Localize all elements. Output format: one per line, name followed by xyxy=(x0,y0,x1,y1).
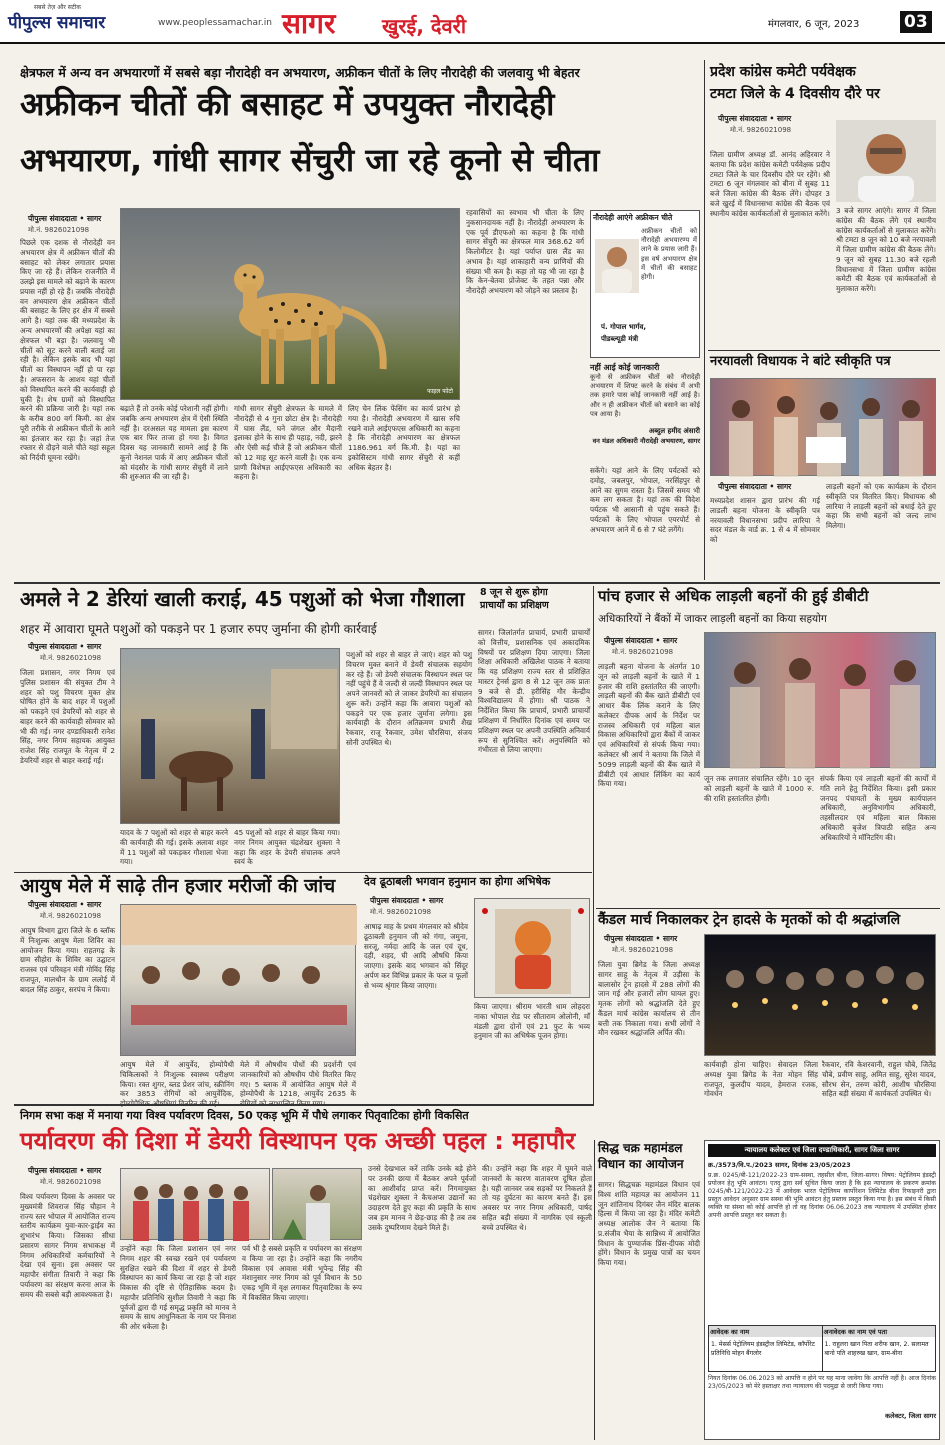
pracharya-head-2: प्राचार्यों का प्रशिक्षण xyxy=(480,600,549,611)
amle-subheadline: शहर में आवारा घूमते पशुओं को पकड़ने पर 1 हजार रुपए जुर्माना की होगी कार्रवाई xyxy=(20,622,377,636)
paryavaran-mobile: मो.नं. 9826021098 xyxy=(40,1178,102,1186)
lead-body-1: पिछले एक दशक से नौरादेही वन अभयारण क्षेत्र में अफ्रीकन चीतों की बसाहट को लेकर लगातार प्रयास किए जा रहे हैं। लेकिन राजनीति में उलझे इस मामले को बढ़ाने के कारण प्रयास नहीं हो रहे हैं। जबकि नौरादेही वन अभयारण क्षेत्र अफ्रीकन चीतों की बसाहट के लिए हर क्षेत्र में सबसे आगे है। यहां तक की मध्यप्रदेश के अन्य अभयारणों की अपेक्षा यहां का क्षेत्रफल भी बड़ा है। जलवायु भी चीतों को सूट करने वाली बताई जा रही है। लेकिन इसके बाद भी यहां चीतों का विस्थापन नहीं हो पा रहा है। अफसरान के आशय यहां चीतों को विस्थापित करने की कार्यवाही हो चुकी है। शेष ग्रामों को विस्थापित करने की प्रक्रिया जारी है। यहां तक के करीब 800 वर्ग किमी. का क्षेत्र पूरी तरीके से अफ्रीकन चीतों के आने का इंतजार कर रहा है। जहां तेज रफ्तार से दौड़ने वाले चीते यहां सहूल को निर्दयी घूमना रखेंगे। xyxy=(20,238,115,463)
paryavaran-photo-1 xyxy=(120,1168,270,1240)
brand-logo: सबसे तेज़ और सटीक पीपुल्स समाचार xyxy=(8,4,106,33)
hanuman-mobile: मो.नं. 9826021098 xyxy=(370,908,432,916)
narya-body-1: मध्यप्रदेश शासन द्वारा प्रारंभ की गई लाडली बहना योजना के स्वीकृति पत्र नरयावली विधानसभा प्रदीप लारिया ने सदर मंडल के वार्ड क्र. 1 से 4 में सोमवार को xyxy=(710,496,820,545)
amle-byline: पीपुल्स संवाददाता • सागर xyxy=(28,642,102,651)
lead-mobile: मो.नं. 9826021098 xyxy=(28,226,90,234)
paryavaran-body-4: उनसे देखभाल करें ताकि उनके बड़े होने पर उनकी छाया में बैठकर अपने पूर्वजों का आशीर्वाद प्राप्त करें। निगमायुक्त चंद्रशेखर शुक्ला ने कैचअप्स उद्यानों का उदाहरण देते हुए कहा की प्रकृति के साथ जब हम मानव ने छेड़-छाड़ की है तब तब उसके दुष्परिणाम देखने मिले हैं। xyxy=(368,1164,476,1232)
quote-ansari-head: नहीं आई कोई जानकारी xyxy=(590,363,660,372)
siddha-head-2: विधान का आयोजन xyxy=(598,1157,684,1171)
ayush-mobile: मो.नं. 9826021098 xyxy=(40,912,102,920)
pracharya-body: सागर। जिलांतर्गत प्राचार्य, प्रभारी प्राचार्यों को वित्तीय, प्रशासनिक एवं अकादमिक विषयों पर प्रशिक्षण दिया जाएगा। जिला शिक्षा अधिकारी अखिलेश पाठक ने बताया कि यह प्रशिक्षण राज्य स्तर से प्रशिक्षित मास्टर ट्रेनर्स द्वारा 8 से 12 जून तक प्रातः 9 बजे से डी. हरीसिंह गौर केन्द्रीय विश्वविद्यालय में होगा। श्री पाठक ने निर्देशित किया कि प्राचार्य, प्रभारी प्राचार्यों प्रशिक्षण में निर्धारित दिनांक एवं समय पर प्रशिक्षण स्थल पर अपनी उपस्थिति अनिवार्य रूप से सुनिश्चित करें। अनुपस्थिति को गंभीरता से लिया जाएगा। xyxy=(478,628,590,755)
congress-byline: पीपुल्स संवाददाता • सागर xyxy=(718,114,792,123)
lead-body-5: रहवासियों का स्वभाव भी चीता के लिए नुकसानदायक नहीं है। नौरादेही अभयारण के एक पूर्व डीएफओ का कहना है कि गांधी सागर सेंचुरी का क्षेत्रफल मात्र 368.62 वर्ग किलोमीटर है। यहां पर्याप्त ग्रास लैंड का अभाव है। यहां शाकाहारी वन्य प्राणियों की संख्या भी कम है। कहा तो यह भी जा रहा है कि केन-बेतवा प्रोजेक्ट के तहत पन्ना और नौरादेही अभयारण को जोड़ने का प्रस्ताव है। xyxy=(466,208,584,296)
amle-body-3: 45 पशुओं को शहर से बाहर किया गया। नगर निगम आयुक्त चंद्रशेखर शुक्ला ने कहा कि शहर के डेयरी संचालक अपने स्वयं के xyxy=(234,828,340,867)
quote-bhargav-head: नौरादेही आएंगे अफ्रीकन चीते xyxy=(593,213,673,222)
ayush-photo xyxy=(120,904,356,1056)
paryavaran-body-5: की। उन्होंने कहा कि शहर में घूमने वाले जानवरों के कारण वातावरण दूषित होता है। यही जानवर जब सड़कों पर निकलते हैं तो यह दुर्घटना का कारण बनते हैं। इस अवसर पर नगर निगम अधिकारी, पार्षद सहित बड़ी संख्या में नागरिक एवं स्कूली बच्चे उपस्थित थे। xyxy=(482,1164,592,1232)
paryavaran-photo-2 xyxy=(272,1168,362,1240)
court-th-2: अनावेदक का नाम एवं पता xyxy=(823,1326,936,1337)
court-text: प्र.क्र. 0245/बी-121/2022-23 ग्राम-सस्था, तहसील बीना, जिला-सागर। विषय: पेट्रोलियम इंडस्ट्री प्रयोजन हेतु भूमि आवंटन। एतद् द्वारा सर्व सूचित किया जाता है कि इस न्यायालय के प्रकरण क्रमांक 0245/बी-121/2022-23 में आवेदक भारत पेट्रोलियम कार्पोरेशन लिमिटेड बीना रिफाइनरी द्वारा प्रस्तुत आवेदन अनुसार ग्राम सस्था की भूमि आवंटन हेतु प्रस्ताव प्रस्तुत किया गया है। इस संबंध में किसी व्यक्ति या संस्था को कोई आपत्ति हो तो वह दिनांक 06.06.2023 तक न्यायालय में उपस्थित होकर अपनी आपत्ति प्रस्तुत कर सकता है। xyxy=(708,1172,936,1220)
pracharya-head-1: 8 जून से शुरू होगा xyxy=(480,587,548,598)
narya-photo xyxy=(710,378,936,476)
bhargav-avatar xyxy=(595,239,639,293)
hanuman-byline: पीपुल्स संवाददाता • सागर xyxy=(370,896,444,905)
lead-body-4: लिए चेन लिंक फेंसिंग का कार्य प्रारंभ हो गया है। नौरादेही अभयारण में खास रुचि रखने वाले आईएफएस अधिकारी का कहना है कि नौरादेही अभयारण का क्षेत्रफल 1186.961 वर्ग कि.मी. है। यहां का इकोसिस्टम गांधी सागर सेंचुरी से कहीं अधिक बेहतर है। xyxy=(348,404,460,472)
ladli-body-2: जून तक लगातार संचालित रहेंगे। 10 जून को लाड़ली बहनों के खाते में 1000 रु. की राशि हस्तांतरित होगी। xyxy=(704,774,814,803)
candle-body-1: जिला युवा ब्रिगेड के जिला अध्यक्ष सागर साहू के नेतृत्व में उड़ीसा के बालासोर ट्रेन हादसे में 288 लोगों की जान गई और हजारों लोग घायल हुए। मृतक लोगों को श्रद्धांजलि देते हुए कैंडल मार्च कांग्रेस कार्यालय से तीन बत्ती तक निकाला गया। सभी लोगों ने मौन रखकर श्रद्धांजलि अर्पित की। xyxy=(598,960,700,1038)
congress-body-2: 3 बजे सागर आएंगे। सागर में जिला कांग्रेस की बैठक लेंगे एवं स्थानीय कांग्रेस कार्यकर्ताओं से मुलाकात करेंगे। श्री टमटा 8 जून को 10 बजे नरयावली में जिला ग्रामीण कांग्रेस की बैठक लेंगे। 9 जून को सुबह 11.30 बजे रहली विधानसभा में जिला ग्रामीण कांग्रेस कमेटी की बैठक एवं कार्यकर्ताओं से मुलाकात करेंगे। xyxy=(836,206,936,294)
court-table xyxy=(708,1325,936,1372)
hanuman-headline: देव ढूठाबली भगवान हनुमान का होगा अभिषेक xyxy=(364,875,551,888)
lead-body-2: बढ़ाते हैं तो उनके कोई परेशानी नहीं होगी। जबकि अन्य अभयारण क्षेत्र में ऐसी स्थिति नहीं है। दरअसल यह मामला इस कारण एक बार फिर ताजा हो गया है। विगत दिवस यह जानकारी सामने आई है कि कूनो नेशनल पार्क में आए अफ्रीकन चीतों को मंदसौर के गांधी सागर सेंचुरी में लाने की शुरुआत की जा रही है। xyxy=(120,404,228,482)
narya-body-2: लाड़ली बहनों को एक कार्यक्रम के दौरान स्वीकृति पत्र वितरित किए। विधायक श्री लारिया ने लाड़ली बहनों को बधाई देते हुए कहा कि सभी बहनों को जल्द लाभ मिलेगा। xyxy=(826,482,936,531)
amle-body-4: पशुओं को शहर से बाहर ले जाएं। शहर को पशु विचरण मुक्त बनाने में डेयरी संचालक सहयोग कर रहे हैं। जो डेयरी संचालक विस्थापन स्थल पर नहीं पहुंचे हैं वे जल्दी से जल्दी विस्थापन स्थल पर अपने जानवरों को ले जाकर डेयरियों का संचालन शुरू करें। उन्होंने कहा कि आवारा पशुओं को पकड़ने पर एक हजार जुर्माना लगेगा। इस कार्यवाही के दौरान अतिक्रमण प्रभारी शैख रैकवार, राजू रैकवार, उमेश चौरसिया, संजय सोनी उपस्थित थे। xyxy=(346,650,472,748)
lead-kicker: क्षेत्रफल में अन्य वन अभयारणों में सबसे बड़ा नौरादेही वन अभयारण, अफ्रीकन चीतों के लिए नौरादेही की जलवायु भी बेहतर xyxy=(20,65,580,80)
court-footer: नियत दिनांक 06.06.2023 को आपत्ति न होने पर यह माना जावेगा कि आपत्ति नहीं है। आज दिनांक 23/05/2023 को मेरे हस्ताक्षर तथा न्यायालय की पदमुद्रा से जारी किया गया। xyxy=(708,1375,936,1391)
amle-mobile: मो.नं. 9826021098 xyxy=(40,654,102,662)
siddha-body: सागर। सिद्धचक्र महामंडल विधान एवं विश्व शांति महायज्ञ का आयोजन 11 जून शांतिनाथ दिगंबर जैन मंदिर बालक हिल्स में किया जा रहा है। मंदिर कमेटी अध्यक्ष आलोक जैन ने बताया कि प्र.संजीव भैया के सान्निध्य में आयोजित विधान के पुण्यार्जक प्रिंस-दीपक मोदी होंगे। विधान के प्रमुख पात्रों का चयन किया गया। xyxy=(598,1180,700,1268)
ladli-subheadline: अधिकारियों ने बैंकों में जाकर लाड़ली बहनों का किया सहयोग xyxy=(598,613,827,625)
ayush-body-3: मेले में औषधीय पौधों की प्रदर्शनी एवं जानकारियों को औषधीय पौधे वितरित किए गए। 5 ब्लाक में आयोजित आयुष मेले में होम्योपैथी के 1218, आयुर्वेद 2635 के xyxy=(240,1060,356,1099)
amle-headline: अमले ने 2 डेरियां खाली कराई, 45 पशुओं को भेजा गौशाला xyxy=(20,587,465,611)
narya-byline: पीपुल्स संवाददाता • सागर xyxy=(718,482,792,491)
candle-headline: कैंडल मार्च निकालकर ट्रेन हादसे के मृतकों को दी श्रद्धांजलि xyxy=(598,912,901,928)
ladli-byline: पीपुल्स संवाददाता • सागर xyxy=(604,636,678,645)
quote-ansari-role: वन मंडल अधिकारी नौरादेही अभयारण, सागर xyxy=(592,437,700,445)
photo-credit: फाइल फोटो xyxy=(427,388,453,395)
paryavaran-body-2: उन्होंने कहा कि जिला प्रशासन एवं नगर निगम शहर की स्वच्छ रखने एवं पर्यावरण सुरक्षित रखने की दिशा में शहर से डेयरी विस्थापन का कार्य किया जा रहा है जो शहर विकास की दृष्टि से ऐतिहासिक कदम है। महापौर प्रतिनिधि सुशील तिवारी ने कहा कि पूर्वजों द्वारा दी गई समृद्ध प्रकृति को मानव ने समय के साथ आधुनिकता के नाम पर विनाश की ओर धकेला है। xyxy=(120,1244,236,1332)
lead-byline: पीपुल्स संवाददाता • सागर xyxy=(28,214,102,223)
ladli-body-1: लाड़ली बहना योजना के अंतर्गत 10 जून को लाड़ली बहनों के खाते में 1 हजार की राशि हस्तांतरित की जाएगी। लाड़ली बहनों की बैंक खाते डीबीटी एवं आधार बैंक लिंक कराने के लिए कलेक्टर दीपक आर्य के निर्देश पर राजस्व अधिकारी एवं महिला बाल विकास अधिकारियों द्वारा बैंकों में जाकर एवं अधिकारियों से संपर्क किया गया। कलेक्टर श्री आर्य ने बताया कि जिले में 5099 लाड़ली बहनों की बैंक खाते में डीबीटी एवं आधार लिंकिंग का कार्य किया गया। xyxy=(598,662,700,789)
tamta-photo xyxy=(836,120,936,202)
hanuman-photo xyxy=(474,898,590,998)
court-ref: क्र./3573/वि.प./2023 सागर, दिनांक 23/05/2023 xyxy=(708,1161,851,1169)
candle-mobile: मो.नं. 9826021098 xyxy=(612,946,674,954)
amle-body-1: जिला प्रशासन, नगर निगम एवं पुलिस प्रशासन की संयुक्त टीम ने शहर को पशु विचरण मुक्त क्षेत्र घोषित होने के बाद शहर में पशुओं को पकड़ने एवं डेयरियों को शहर से बाहर करने की कार्यवाही सोमवार को भी की गई। नगर दण्डाधिकारी रानेश सिंह, नगर निगम सहायक आयुक्त राजेश सिंह राजपूत के नेतृत्व में 2 डेयरियों शहर से बाहर कराई गई। xyxy=(20,668,115,766)
ayush-headline: आयुष मेले में साढ़े तीन हजार मरीजों की जांच xyxy=(20,875,336,897)
subcities: खुरई, देवरी xyxy=(382,14,467,38)
quote-ansari xyxy=(590,362,700,462)
ladli-headline: पांच हजार से अधिक लाड़ली बहनों की हुई डीबीटी xyxy=(598,587,869,605)
site-url[interactable]: www.peoplessamachar.in xyxy=(158,18,272,28)
page-number: 03 xyxy=(900,11,932,33)
lead-body-3: गांधी सागर सेंचुरी क्षेत्रफल के मामले में नौरादेही से 4 गुना छोटा क्षेत्र है। नौरादेही में घास लैंड, घने जंगल और मैदानी इलाका होने के साथ ही पहाड़, नदी, झरने और ऐसी कई चीजे हैं जो अफ्रीकन चीतों को 12 माह सूट करने वाली है। एक वन्य प्राणी विशेषज्ञ आईएफएस अधिकारी का कहना है। xyxy=(234,404,342,482)
paryavaran-body-1: विश्व पर्यावरण दिवस के अवसर पर मुख्यमंत्री शिवराज सिंह चौहान ने राज्य स्तर भोपाल में आयोजित राज्य स्तरीय कार्यक्रम युवा-कार-ड्राईव का शुभारंभ किया। जिसका सीधा प्रसारण सागर निगम सभाकक्ष में निगम अधिकारियों कर्मचारियों ने देखा एवं सुना। इस अवसर पर महापौर संगीता तिवारी ने कहा कि पर्यावरण का संरक्षण करना आज के समय की सबसे बड़ी आवश्यकता है। xyxy=(20,1192,115,1299)
paryavaran-kicker: निगम सभा कक्ष में मनाया गया विश्व पर्यावरण दिवस, 50 एकड़ भूमि में पौधे लगाकर पितृवाटिका होगी विकसित xyxy=(20,1109,469,1122)
paryavaran-headline: पर्यावरण की दिशा में डेयरी विस्थापन एक अच्छी पहल : महापौर xyxy=(20,1127,576,1155)
quote-ansari-text: कूनो से अफ्रीकन चीतों को नौरादेही अभयारण में शिफ्ट करने के संबंध में अभी तक हमारे पास कोई जानकारी नहीं आई है। और न ही अफ्रीकन चीतों को बसाने का कोई पत्र आया है। xyxy=(590,373,700,418)
issue-date: मंगलवार, 6 जून, 2023 xyxy=(768,19,860,30)
narya-headline: नरयावली विधायक ने बांटे स्वीकृति पत्र xyxy=(710,354,891,369)
court-th-1: आवेदक का नाम xyxy=(709,1326,822,1337)
amle-photo xyxy=(120,648,340,824)
hanuman-body-1: आषाढ़ माह के प्रथम मंगलवार को श्रीदेव ढूठाबली हनुमान जी को गंगा, जमुना, सरजू, नर्मदा आदि के जल एवं दूध, दही, शहद, घी आदि औषधि किया जाएगा। इसके बाद भगवान को सिंदूर अर्पण कर विभिन्न प्रकार के फल व फूलों से भव्य श्रृंगार किया जाएगा। xyxy=(364,922,468,990)
quote-bhargav-name: पं. गोपाल भार्गव, xyxy=(601,323,647,331)
ayush-body-1: आयुष विभाग द्वारा जिले के 6 ब्लॉक में निःशुल्क आयुष मेला शिविर का आयोजन किया गया। राहतगढ़ के ग्राम सीहोरा के शिविर का उद्घाटन राजस्व एवं परिवहन मंत्री गोविंद सिंह राजपूत, मालथौन के ग्राम ललोई में बादल सिंह ठाकुर, सरपंच ने किया। xyxy=(20,926,115,994)
ayush-body-2: आयुष मेले में आयुर्वेद, होम्योपैथी चिकित्सकों ने निःशुल्क स्वास्थ्य परीक्षण किया। रक्त शुगर, ब्लड प्रेशर जांच, स्क्रीनिंग कर 3853 रोगियों को आयुर्वेदिक, xyxy=(120,1060,234,1099)
quote-ansari-name: अब्दुल हमीद अंसारी xyxy=(648,427,700,435)
court-sign: कलेक्टर, जिला सागर xyxy=(885,1412,936,1420)
siddha-head-1: सिद्ध चक्र महामंडल xyxy=(598,1141,683,1155)
masthead xyxy=(0,0,945,44)
paryavaran-byline: पीपुल्स संवाददाता • सागर xyxy=(28,1166,102,1175)
lead-headline-1: अफ्रीकन चीतों की बसाहट में उपयुक्त नौरादेही xyxy=(20,85,555,123)
ladli-mobile: मो.नं. 9826021098 xyxy=(612,648,674,656)
candle-body-2: कार्यवाही होना चाहिए। सेवादल जिला अध्यक्ष युवा ब्रिगेड के नेता मोहन सिंह राजपूत, कुलदीप यादव, हेमराज रजक, गोवर्धन xyxy=(704,1060,818,1099)
hanuman-body-2: किया जाएगा। श्रीराम भारती धाम लोहदरा नाका भोपाल रोड पर सीताराम ओलोनी, माँ मंडली द्वारा दोनों एवं 21 फुट के भव्य हनुमान जी का अभिषेक पूजन होगा। xyxy=(474,1002,590,1041)
lead-headline-2: अभयारण, गांधी सागर सेंचुरी जा रहे कूनो से चीता xyxy=(20,141,600,179)
court-title: न्यायालय कलेक्टर एवं जिला दण्डाधिकारी, सागर जिला सागर xyxy=(708,1144,936,1157)
congress-mobile: मो.नं. 9826021098 xyxy=(730,126,792,134)
court-notice xyxy=(704,1140,940,1440)
candle-body-3: रैकवार, रवि केशरवानी, राहुल चौबे, जितेंद्र चौबे, प्रवीण साहू, अमित साहू, सुरेश यादव, सौरभ सेन, तरुण कोरी, आशीष चौरसिया सहित बड़ी संख्या में कार्यकर्ता उपस्थित थे। xyxy=(822,1060,936,1099)
lead-body-6: सकेंगे। यहां आने के लिए पर्यटकों को दमोह, जबलपुर, भोपाल, नरसिंहपुर से आने का सुगम रास्ता है। जिसमें समय भी कम लग सकता है। यहां तक की विदेश पर्यटक भी आसानी से पहुंच सकते हैं। पर्यटकों के लिए भोपाल एयरपोर्ट से अभयारण आने में 6 से 7 घंटे लगेंगे। xyxy=(590,466,700,534)
city-name: सागर xyxy=(282,7,336,40)
quote-bhargav xyxy=(590,210,700,358)
cheetah-photo xyxy=(120,208,460,400)
amle-body-2: यादव के 7 पशुओं को शहर से बाहर करने की कार्यवाही की गई। इसके अलावा शहर में 11 पशुओं को पकड़कर गौशाला भेजा गया। xyxy=(120,828,228,867)
court-td-1: 1. मेसर्स पेट्रोलियम इंडस्ट्रीज लिमिटेड, कॉर्पोरेट प्रतिनिधि मोहन बैंगलोर xyxy=(711,1341,815,1357)
paryavaran-body-3: पर्व भी है सबसे प्रकृति व पर्यावरण का संरक्षण व किया जा रहा है। उन्होंने कहा कि नगरीय विकास एवं आवास मंत्री भूपेन्द्र सिंह की मंशानुसार नगर निगम को पूर्व विधान के 50 एकड़ भूमि में वृक्ष लगाकर पितृवाटिका के रूप में विकसित किया जाएगा। xyxy=(242,1244,362,1302)
ayush-byline: पीपुल्स संवाददाता • सागर xyxy=(28,900,102,909)
court-td-2: 1. राहुलरा खान पिता शरीफ खान, 2. सलामत बानो पति शाहरुख खान, ग्राम-बीना xyxy=(824,1341,929,1357)
quote-bhargav-role: पीडब्ल्यूडी मंत्री xyxy=(601,335,639,343)
quote-bhargav-text: अफ्रीकन चीतों को नौरादेही अभयारण्य में लाने के प्रयास जारी हैं। इस वर्ष अभयारण क्षेत्र में चीतों की बसाहट होगी। xyxy=(641,227,697,282)
congress-headline-2: टमटा जिले के 4 दिवसीय दौरे पर xyxy=(710,86,880,102)
ladli-body-3: संपर्क किया एवं लाड़ली बहनों की कार्यों में गति लाने हेतु निर्देशित किया। इसी प्रकार जनपद पंचायतों के मुख्य कार्यपालन अधिकारी, अनुविभागीय अधिकारी, तहसीलदार एवं महिला बाल विकास अधिकारी बृजेश त्रिपाठी सहित अन्य अधिकारियों ने मॉनिटरिंग की। xyxy=(820,774,936,842)
candle-byline: पीपुल्स संवाददाता • सागर xyxy=(604,934,678,943)
congress-body-1: जिला ग्रामीण अध्यक्ष डॉ. आनंद अहिरवार ने बताया कि प्रदेश कांग्रेस कमेटी पर्यवेक्षक प्रदीप टमटा जिले के चार दिवसीय दौरे पर रहेंगे। श्री टमटा 6 जून मंगलवार को बीना में सुबह 11 बजे जिला कांग्रेस की बैठक लेंगे। दोपहर 3 बजे खुरई में विधानसभा कांग्रेस की बैठक एवं स्थानीय कांग्रेस कार्यकर्ताओं से मुलाकात करेंगे। xyxy=(710,150,830,218)
ladli-photo xyxy=(704,632,936,768)
congress-headline-1: प्रदेश कांग्रेस कमेटी पर्यवेक्षक xyxy=(710,64,856,80)
candle-photo xyxy=(704,934,936,1056)
